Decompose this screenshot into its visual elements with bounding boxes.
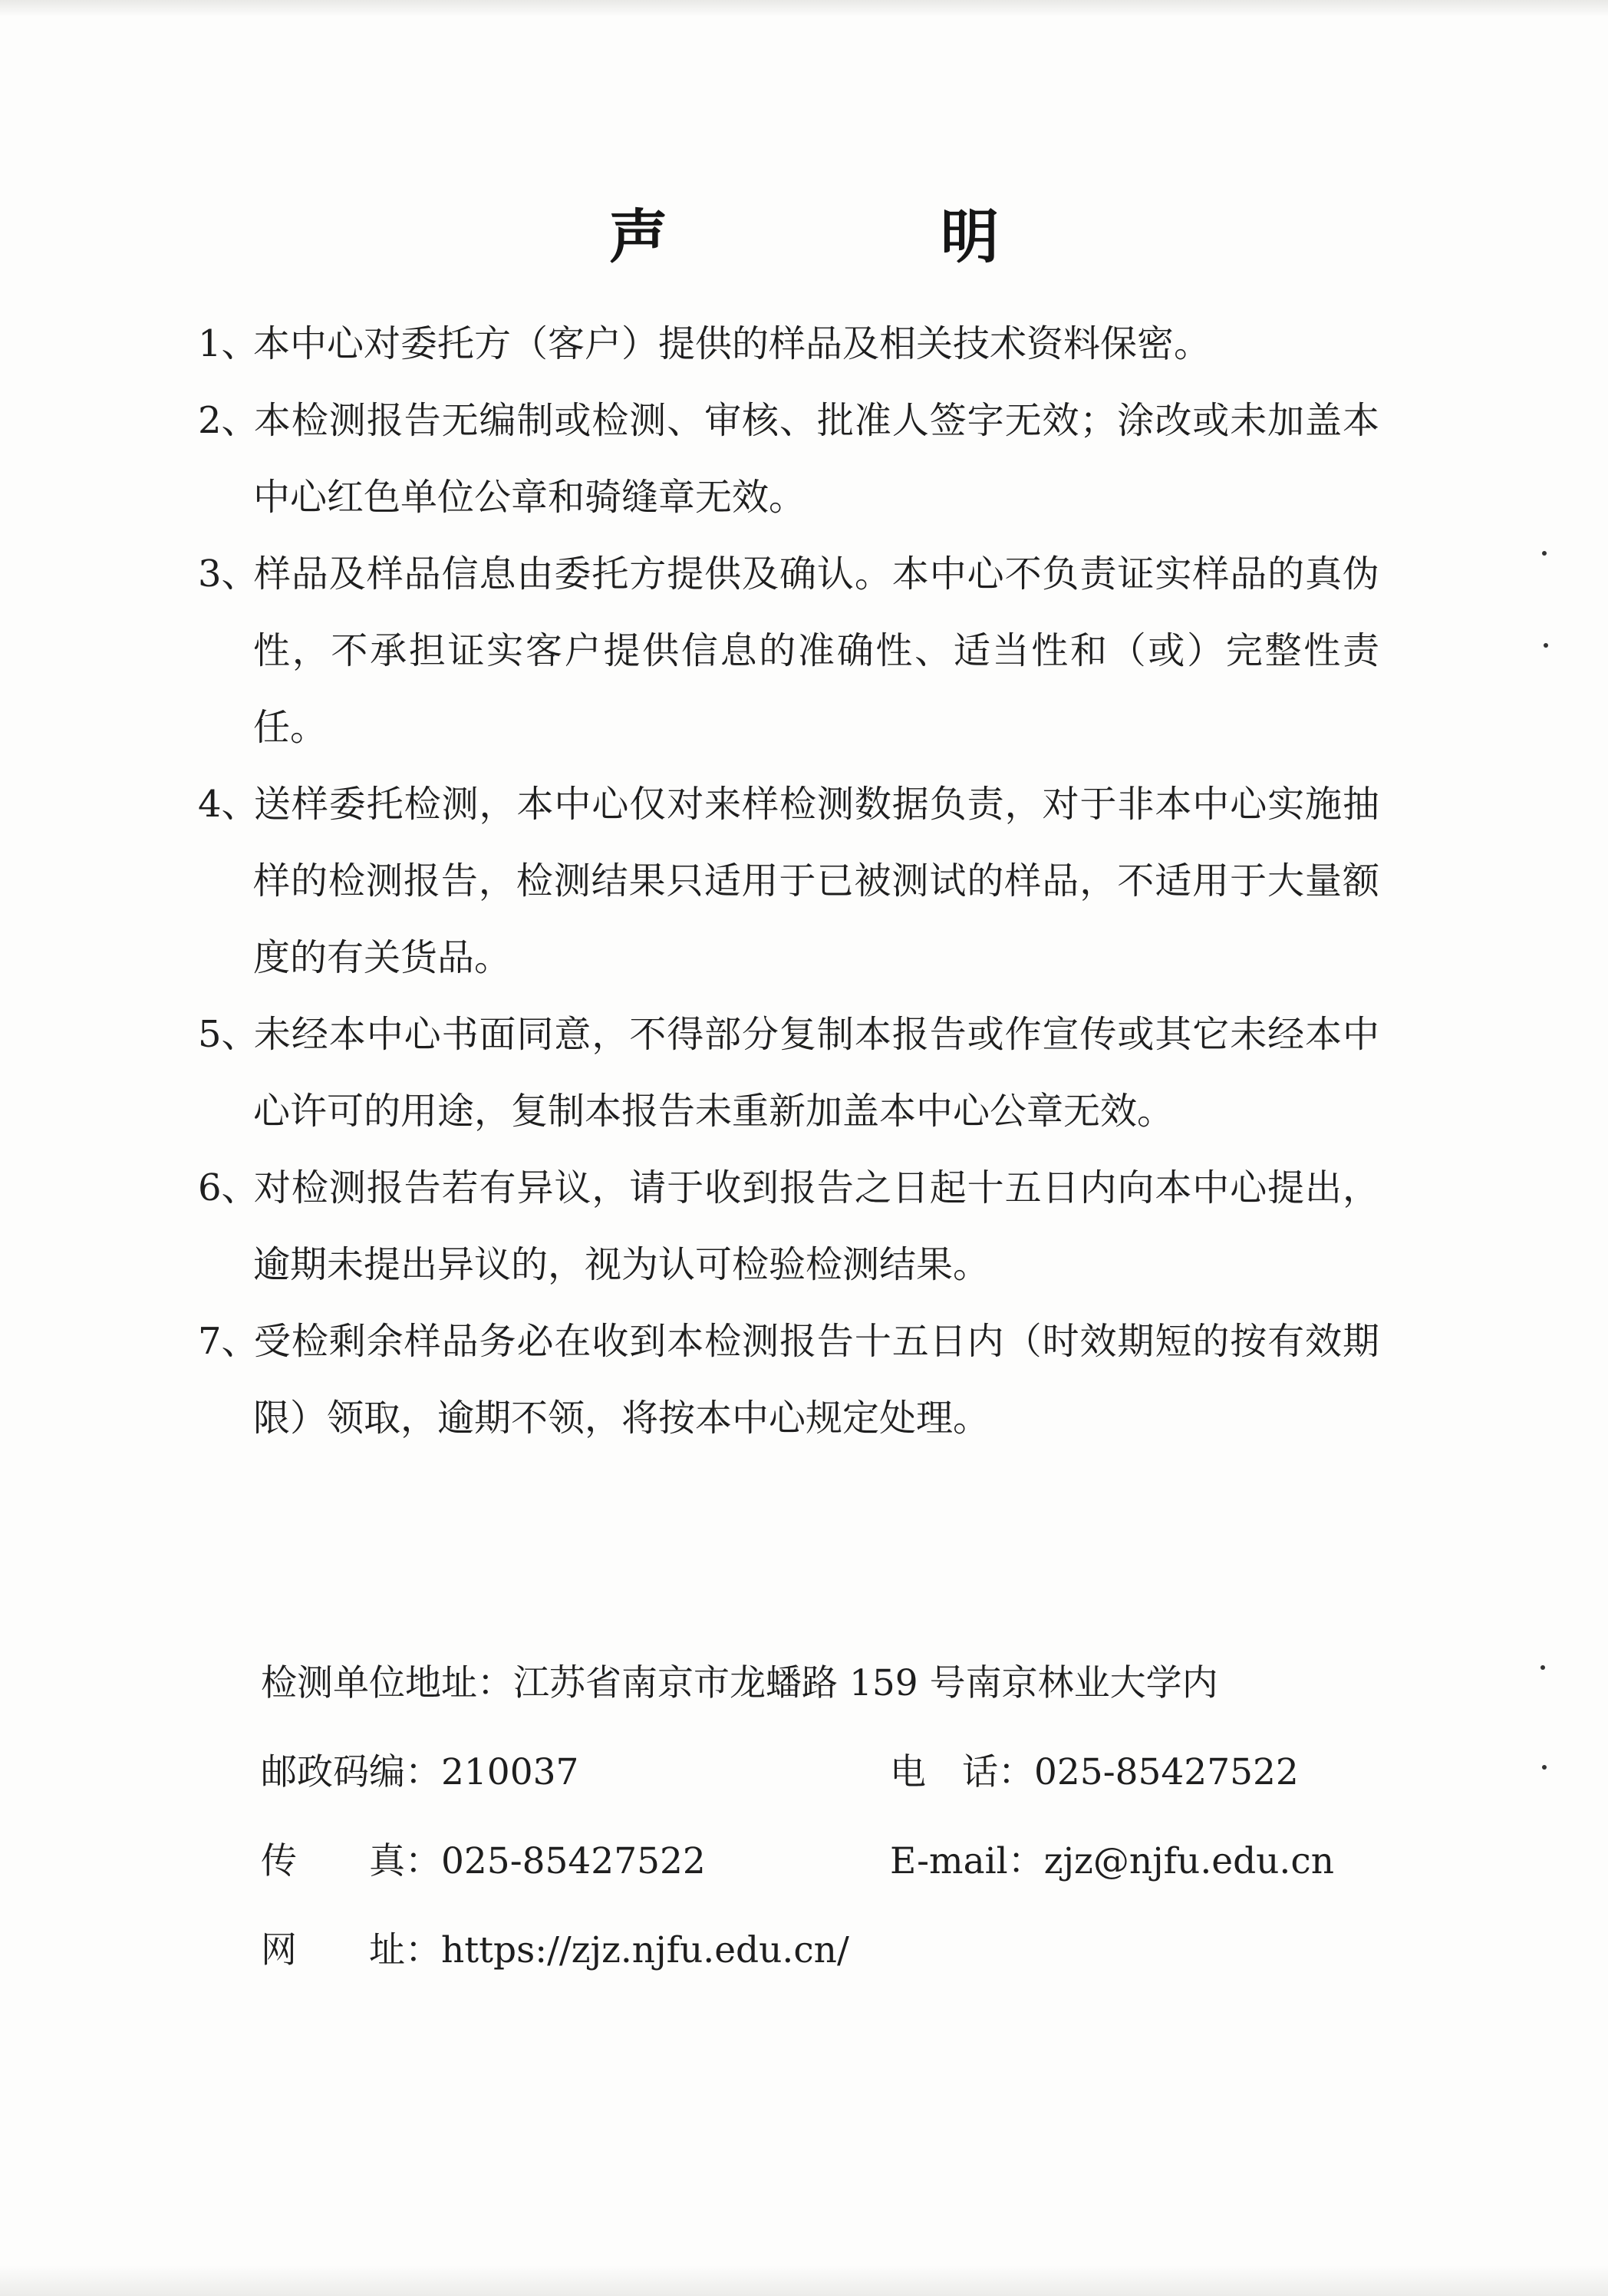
- clause-text: 对检测报告若有异议，请于收到报告之日起十五日内向本中心提出，逾期未提出异议的，视为认可检验检测结果。: [253, 1166, 1379, 1286]
- clause-item: [198, 996, 1379, 1150]
- clause-text: 本中心对委托方（客户）提供的样品及相关技术资料保密。: [253, 322, 1211, 365]
- scan-edge-bottom: [0, 2265, 1608, 2296]
- clause-number: 2、: [198, 399, 259, 442]
- clause-number: 6、: [198, 1166, 259, 1209]
- fax-label: 传 真：: [261, 1840, 441, 1882]
- clause-text: 本检测报告无编制或检测、审核、批准人签字无效；涂改或未加盖本中心红色单位公章和骑缝章无效。: [253, 399, 1379, 519]
- scan-speck: [1544, 643, 1548, 648]
- website-value: https://zjz.njfu.edu.cn/: [441, 1929, 849, 1971]
- fax-value: 025-85427522: [441, 1840, 706, 1882]
- clause-number: 1、: [198, 322, 259, 365]
- scan-speck: [1540, 1665, 1545, 1670]
- scan-speck: [1542, 1765, 1547, 1770]
- clause-text: 送样委托检测，本中心仅对来样检测数据负责，对于非本中心实施抽样的检测报告，检测结果只适用于已被测试的样品，不适用于大量额度的有关货品。: [253, 783, 1379, 979]
- fax-email-row: [261, 1817, 1350, 1906]
- address-row: [261, 1639, 1350, 1728]
- clause-item: [198, 382, 1379, 536]
- statement-clauses: [198, 305, 1379, 1456]
- clause-number: 5、: [198, 1013, 259, 1056]
- clause-item: [198, 766, 1379, 996]
- contact-info: [261, 1639, 1350, 1995]
- clause-item: [198, 536, 1379, 766]
- phone-cell: [890, 1728, 1299, 1817]
- postcode-phone-row: [261, 1728, 1350, 1817]
- postcode-cell: [261, 1728, 890, 1817]
- scan-edge-top: [0, 0, 1608, 17]
- clause-text: 样品及样品信息由委托方提供及确认。本中心不负责证实样品的真伪性，不承担证实客户提供信息的准确性、适当性和（或）完整性责任。: [253, 553, 1379, 749]
- page-title: 声 明: [609, 203, 1106, 271]
- address-value: 江苏省南京市龙蟠路 159 号南京林业大学内: [513, 1662, 1218, 1704]
- clause-item: [198, 1303, 1379, 1456]
- email-value: zjz@njfu.edu.cn: [1043, 1840, 1334, 1882]
- clause-number: 4、: [198, 783, 259, 826]
- scan-speck: [1542, 551, 1547, 556]
- email-label: E-mail：: [890, 1840, 1044, 1882]
- clause-number: 3、: [198, 553, 259, 595]
- fax-cell: [261, 1817, 890, 1906]
- website-label: 网 址：: [261, 1929, 441, 1971]
- clause-text: 受检剩余样品务必在收到本检测报告十五日内（时效期短的按有效期限）领取，逾期不领，将按本中心规定处理。: [253, 1320, 1379, 1440]
- postcode-label: 邮政码编：: [261, 1751, 441, 1793]
- website-row: [261, 1906, 1350, 1995]
- email-cell: [890, 1817, 1334, 1906]
- clause-item: [198, 1150, 1379, 1303]
- phone-value: 025-85427522: [1034, 1751, 1299, 1793]
- phone-label: 电 话：: [890, 1751, 1034, 1793]
- postcode-value: 210037: [441, 1751, 579, 1793]
- address-label: 检测单位地址：: [261, 1662, 513, 1704]
- clause-text: 未经本中心书面同意，不得部分复制本报告或作宣传或其它未经本中心许可的用途，复制本报告未重新加盖本中心公章无效。: [253, 1013, 1379, 1133]
- clause-number: 7、: [198, 1320, 259, 1363]
- clause-item: [198, 305, 1379, 382]
